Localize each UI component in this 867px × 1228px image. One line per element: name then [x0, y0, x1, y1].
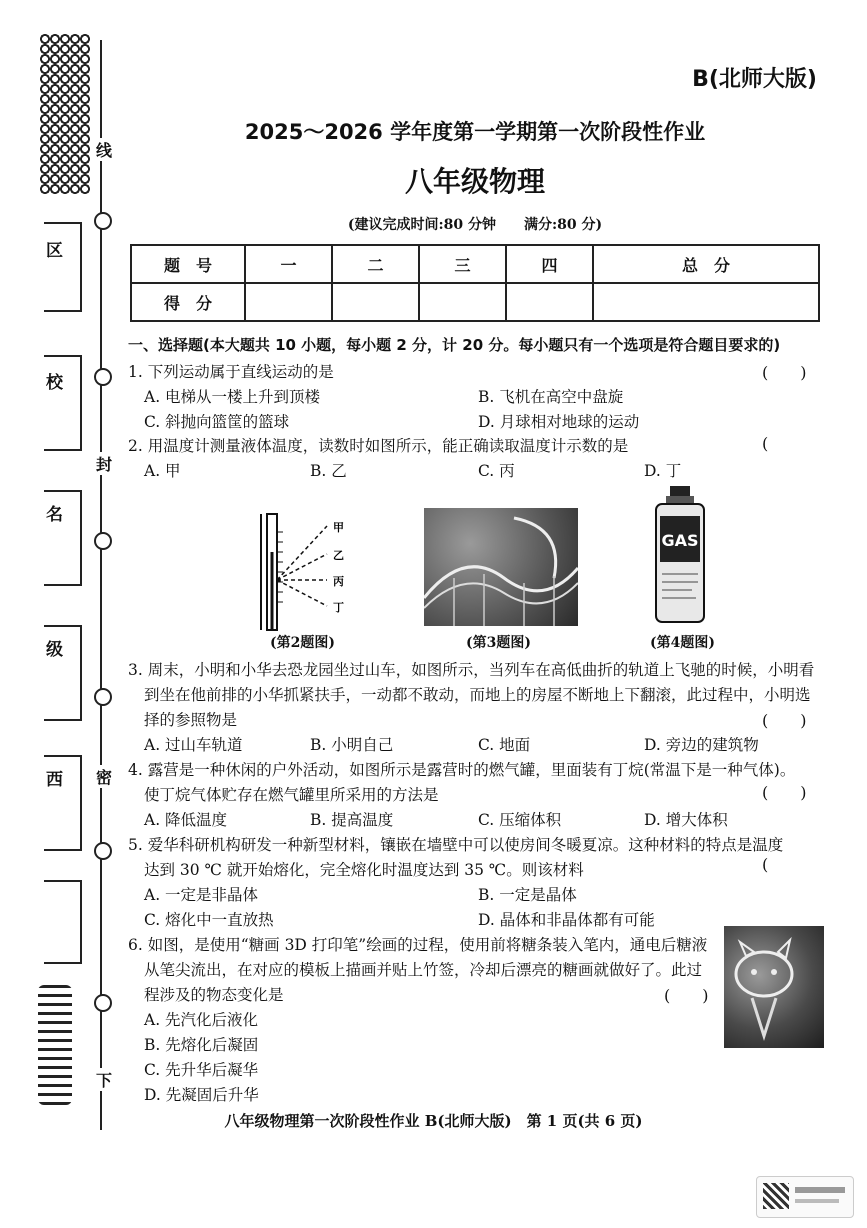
district-label: 区 — [46, 241, 63, 261]
score-cell-total[interactable] — [593, 283, 819, 321]
q3-option-b: B. 小明自己 — [310, 736, 394, 754]
binding-circle — [94, 532, 112, 550]
q4-line-2: 使丁烷气体贮存在燃气罐里所采用的方法是 — [144, 786, 439, 804]
score-cell-1[interactable] — [245, 283, 332, 321]
q5-option-b: B. 一定是晶体 — [478, 886, 577, 904]
q2-stem: 2. 用温度计测量液体温度，读数时如图所示，能正确读取温度计示数的是 — [128, 437, 629, 455]
binding-word-xia: 下 — [96, 1068, 112, 1091]
sugar-painting-photo — [724, 926, 824, 1048]
q5-option-c: C. 熔化中一直放热 — [144, 911, 274, 929]
page-footer: 八年级物理第一次阶段性作业 B(北师大版) 第 1 页(共 6 页) — [224, 1112, 643, 1130]
name-label: 名 — [46, 505, 63, 525]
q2-answer-bracket[interactable]: ( — [762, 434, 769, 453]
q3-option-a: A. 过山车轨道 — [144, 736, 243, 754]
score-row-label: 得 分 — [131, 283, 245, 321]
binding-circle — [94, 212, 112, 230]
q2-option-d: D. 丁 — [644, 462, 682, 480]
watermark-bar — [795, 1187, 845, 1193]
q6-option-c: C. 先升华后凝华 — [144, 1061, 259, 1079]
gas-canister-figure — [652, 486, 708, 626]
q1-option-b: B. 飞机在高空中盘旋 — [478, 388, 624, 406]
binding-word-feng: 封 — [96, 452, 112, 475]
q4-answer-bracket[interactable]: ( ) — [762, 783, 807, 802]
q6-line-2: 从笔尖流出，在对应的模板上描画并贴上竹签，冷却后漂亮的糖画就做好了。此过 — [144, 961, 703, 979]
score-cell-3[interactable] — [419, 283, 506, 321]
roller-coaster-photo — [424, 508, 578, 626]
fig3-caption: (第3题图) — [466, 635, 531, 651]
edition-label: B(北师大版) — [692, 67, 817, 92]
q1-stem: 1. 下列运动属于直线运动的是 — [128, 363, 334, 381]
class-label: 级 — [46, 640, 63, 660]
score-header-total: 总 分 — [593, 245, 819, 283]
eye-label-ding: 丁 — [333, 601, 344, 614]
score-table — [130, 244, 820, 322]
q3-line-2: 到坐在他前排的小华抓紧扶手，一动都不敢动，而地上的房屋不断地上下翻滚，此过程中，小明选 — [144, 686, 811, 704]
score-header-label: 题 号 — [131, 245, 245, 283]
q4-option-a: A. 降低温度 — [144, 811, 228, 829]
score-cell-2[interactable] — [332, 283, 419, 321]
binding-spiral — [38, 985, 72, 1105]
binding-line — [100, 40, 102, 1130]
q2-option-a: A. 甲 — [144, 462, 181, 480]
score-cell-4[interactable] — [506, 283, 593, 321]
q5-option-d: D. 晶体和非晶体都有可能 — [478, 911, 655, 929]
binding-circle — [94, 842, 112, 860]
subject-title: 八年级物理 — [404, 165, 545, 198]
q1-option-a: A. 电梯从一楼上升到顶楼 — [144, 388, 321, 406]
eye-label-jia: 甲 — [333, 521, 344, 534]
q3-option-c: C. 地面 — [478, 736, 531, 754]
q1-option-c: C. 斜抛向篮筐的篮球 — [144, 413, 290, 431]
score-header-2: 二 — [332, 245, 419, 283]
binding-word-mi: 密 — [96, 765, 112, 788]
qr-code-icon — [763, 1183, 789, 1209]
extra-field[interactable] — [44, 880, 82, 964]
q4-line-1: 4. 露营是一种休闲的户外活动，如图所示是露营时的燃气罐，里面装有丁烷(常温下是一种气体)。 — [128, 761, 796, 779]
gas-label: GAS — [661, 531, 699, 550]
q5-line-1: 5. 爱华科研机构研发一种新型材料，镶嵌在墙壁中可以使房间冬暖夏凉。这种材料的特点是温度 — [128, 836, 784, 854]
exam-title: 2025～2026 学年度第一学期第一次阶段性作业 — [244, 120, 706, 144]
section-heading: 一、选择题(本大题共 10 小题，每小题 2 分，计 20 分。每小题只有一个选项是符合题目要求的) — [128, 336, 781, 354]
q4-option-c: C. 压缩体积 — [478, 811, 562, 829]
q6-line-3: 程涉及的物态变化是 — [144, 986, 284, 1004]
q2-option-c: C. 丙 — [478, 462, 515, 480]
fig4-caption: (第4题图) — [650, 635, 715, 651]
watermark-bar — [795, 1199, 839, 1203]
fig2-caption: (第2题图) — [270, 635, 335, 651]
score-header-3: 三 — [419, 245, 506, 283]
binding-circle — [94, 688, 112, 706]
thermometer-figure — [255, 512, 375, 632]
q5-answer-bracket[interactable]: ( — [762, 855, 769, 874]
q1-answer-bracket[interactable]: ( ) — [762, 363, 807, 382]
grade-label: 西 — [46, 770, 63, 790]
q6-option-d: D. 先凝固后升华 — [144, 1086, 259, 1104]
binding-holes — [40, 34, 90, 194]
scanner-watermark — [756, 1176, 854, 1218]
q6-option-b: B. 先熔化后凝固 — [144, 1036, 259, 1054]
eye-label-yi: 乙 — [333, 549, 344, 562]
q3-line-3: 择的参照物是 — [144, 711, 238, 729]
q1-option-d: D. 月球相对地球的运动 — [478, 413, 640, 431]
eye-label-bing: 丙 — [333, 575, 344, 588]
binding-circle — [94, 368, 112, 386]
q6-answer-bracket[interactable]: ( ) — [664, 986, 709, 1005]
q5-line-2: 达到 30 ℃ 就开始熔化，完全熔化时温度达到 35 ℃。则该材料 — [144, 861, 584, 879]
q3-option-d: D. 旁边的建筑物 — [644, 736, 759, 754]
q3-answer-bracket[interactable]: ( ) — [762, 711, 807, 730]
time-info: (建议完成时间:80 分钟 满分:80 分) — [347, 217, 603, 233]
q4-option-d: D. 增大体积 — [644, 811, 728, 829]
score-header-4: 四 — [506, 245, 593, 283]
binding-circle — [94, 994, 112, 1012]
score-header-1: 一 — [245, 245, 332, 283]
q6-line-1: 6. 如图，是使用“糖画 3D 打印笔”绘画的过程，使用前将糖条装入笔内，通电后糖液 — [128, 936, 708, 954]
q6-option-a: A. 先汽化后液化 — [144, 1011, 259, 1029]
q2-option-b: B. 乙 — [310, 462, 347, 480]
q5-option-a: A. 一定是非晶体 — [144, 886, 259, 904]
q4-option-b: B. 提高温度 — [310, 811, 394, 829]
school-label: 校 — [46, 373, 63, 393]
q3-line-1: 3. 周末，小明和小华去恐龙园坐过山车，如图所示，当列车在高低曲折的轨道上飞驰的时候，小明看 — [128, 661, 815, 679]
binding-word-xian: 线 — [96, 138, 112, 161]
